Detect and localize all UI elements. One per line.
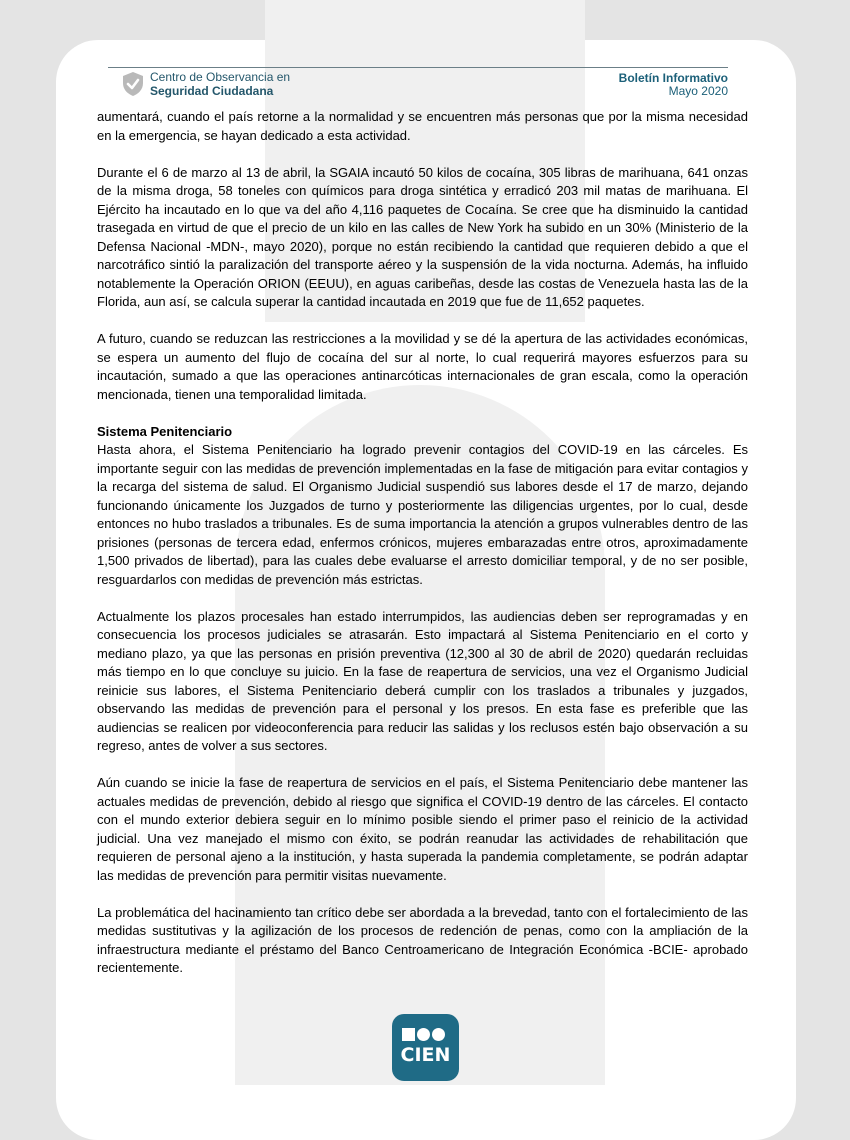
paragraph-6: Aún cuando se inicie la fase de reapertura de servicios en el país, el Sistema Penitenciario debe mantener las actuales medidas de prevención, debido al riesgo que significa el COVID-19 dentro de las cárceles. El contacto con el mundo exterior debiera seguir en lo mínimo posible siendo el primer paso el reinicio de la actividad judicial. Una vez manejado el mismo con éxito, se podrán reanudar las actividades de rehabilitación que requieren de personal ajeno a la institución, y hasta superada la pandemia completamente, se podrán adaptar las medidas de prevención para permitir visitas nuevamente. bbox=[97, 775, 748, 883]
logo-circle-shape bbox=[417, 1028, 430, 1041]
logo-wordmark: CIEN bbox=[400, 1044, 451, 1066]
bulletin-info bbox=[619, 72, 728, 98]
bulletin-title: Boletín Informativo bbox=[618, 71, 728, 85]
logo-square-shape bbox=[402, 1028, 415, 1041]
shield-check-icon bbox=[122, 71, 144, 97]
header-divider bbox=[108, 67, 728, 68]
paragraph-2: Durante el 6 de marzo al 13 de abril, la SGAIA incautó 50 kilos de cocaína, 305 libras de marihuana, 641 onzas de la misma droga, 58 toneles con químicos para droga sintética y erradicó 203 mil matas de marihuana. El Ejército ha incautado en lo que va del año 4,116 paquetes de Cocaína. Se cree que ha disminuido la cantidad trasegada en virtud de que el precio de un kilo en las calles de New York ha subido en un 30% (Ministerio de la Defensa Nacional -MDN-, mayo 2020), porque no están recibiendo la cantidad que requieren debido a que el narcotráfico sintió la paralización del transporte aéreo y la suspensión de la vida nocturna. Además, ha influido notablemente la Operación ORION (EEUU), en aguas caribeñas, desde las costas de Venezuela hasta las de la Florida, aun así, se calcula superar la cantidad incautada en 2019 que fue de 11,652 paquetes. bbox=[97, 164, 748, 309]
org-name bbox=[150, 70, 290, 98]
logo-circle-shape bbox=[432, 1028, 445, 1041]
section-title: Sistema Penitenciario bbox=[97, 423, 233, 439]
paragraph-5: Actualmente los plazos procesales han estado interrumpidos, las audiencias deben ser reprogramadas y en consecuencia los procesos judiciales se atrasarán. Esto impactará al Sistema Penitenciario en el corto y mediano plazo, ya que las personas en prisión preventiva (12,300 al 30 de abril de 2020) quedarán recluidas más tiempo en lo que concluye su juicio. En la fase de reapertura de servicios, una vez el Organismo Judicial reinicie sus labores, el Sistema Penitenciario deberá cumplir con los traslados a tribunales y juzgados, observando las medidas de prevención para el personal y los presos. En esta fase es preferible que las audiencias se realicen por videoconferencia para reducir las salidas y los reclusos estén bajo observación a su regreso, antes de volver a sus sectores. bbox=[97, 608, 748, 753]
paragraph-7: La problemática del hacinamiento tan crítico debe ser abordada a la brevedad, tanto con el fortalecimiento de las medidas sustitutivas y la agilización de los procesos de redención de penas, como con la ampliación de la infraestructura mediante el préstamo del Banco Centroamericano de Integración Económica -BCIE- aprobado recientemente. bbox=[97, 904, 748, 975]
paragraph-3: A futuro, cuando se reduzcan las restricciones a la movilidad y se dé la apertura de las actividades económicas, se espera un aumento del flujo de cocaína del sur al norte, lo cual requerirá mayores esfuerzos para su incautación, sumado a que las operaciones antinarcóticas internacionales de gran escala, como la operación mencionada, tienen una temporalidad limitada. bbox=[97, 331, 748, 402]
bulletin-date: Mayo 2020 bbox=[668, 84, 728, 98]
org-name-line1: Centro de Observancia en bbox=[150, 70, 291, 84]
paragraph-4: Hasta ahora, el Sistema Penitenciario ha logrado prevenir contagios del COVID-19 en las cárceles. Es importante seguir con las medidas de prevención implementadas en la fase de mitigación para evitar contagios y la recarga del sistema de salud. El Organismo Judicial suspendió sus labores desde el 17 de marzo, dejando funcionando únicamente los Juzgados de turno y posteriormente las diligencias urgentes, por lo cual, desde entonces no hubo traslados a tribunales. Es de suma importancia la atención a grupos vulnerables dentro de las prisiones (personas de tercera edad, enfermos crónicos, mujeres embarazadas entre otros, aproximadamente 1,500 privados de libertad), para las cuales debe evaluarse el arresto domiciliar temporal, y de no ser posible, resguardarlos con medidas de prevención más estrictas. bbox=[97, 442, 748, 587]
paragraph-1: aumentará, cuando el país retorne a la normalidad y se encuentren más personas que por la misma necesidad en la emergencia, se hayan dedicado a esta actividad. bbox=[97, 109, 748, 143]
cien-logo-icon bbox=[392, 1014, 459, 1081]
org-name-line2: Seguridad Ciudadana bbox=[150, 84, 274, 98]
org-logo bbox=[122, 70, 290, 98]
document-body bbox=[97, 108, 748, 996]
